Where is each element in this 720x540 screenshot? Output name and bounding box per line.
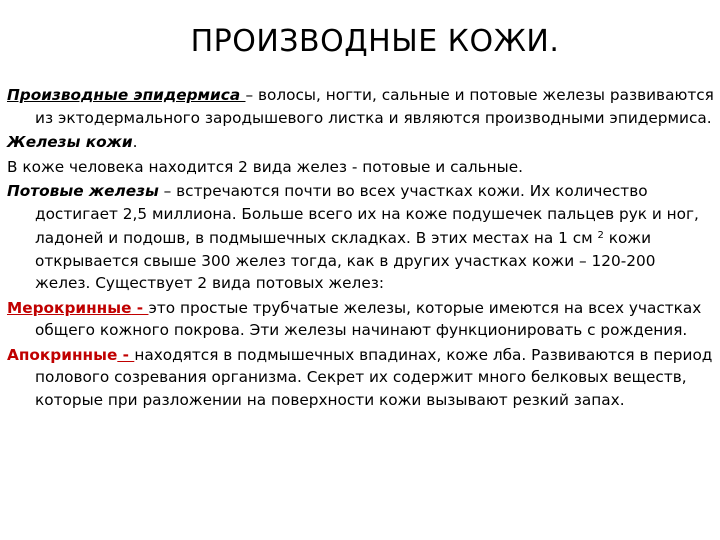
paragraph-merocrine	[7, 297, 715, 342]
term-skin-glands: Железы кожи	[7, 133, 133, 151]
term-dash: -	[117, 345, 135, 364]
paragraph-text: кожи открывается свыше 300 желез тогда, как в других участках кожи – 120-200 желез. Существует 2 вида потовых желез:	[35, 229, 656, 292]
term-dash: -	[131, 298, 149, 317]
paragraph-sweat-glands	[7, 180, 715, 295]
superscript: 2	[597, 230, 604, 241]
term-merocrine: Мерокринные	[7, 298, 132, 317]
paragraph-text: .	[132, 133, 138, 151]
term-apocrine: Апокринные	[7, 345, 118, 364]
paragraph-text: – встречаются почти во всех участках кожи. Их количество достигает 2,5 миллиона. Больше всего их на коже подушечек пальцев рук и ног, ладоней и подошв, в подмышечных складках. В этих местах на 1 см	[35, 182, 699, 247]
slide-body	[7, 84, 715, 413]
paragraph-skin-glands	[7, 131, 715, 154]
paragraph-apocrine	[7, 344, 715, 412]
paragraph-text: – волосы, ногти, сальные и потовые железы развиваются из эктодермального зародышевого листка и являются производными эпидермиса.	[35, 86, 714, 127]
page-title: ПРОИЗВОДНЫЕ КОЖИ.	[190, 24, 560, 59]
paragraph-text: это простые трубчатые железы, которые имеются на всех участках общего кожного покрова. Эти железы начинают функционировать с рождения.	[35, 298, 702, 339]
term-sweat-glands: Потовые железы	[7, 182, 159, 200]
paragraph-gland-types	[7, 156, 715, 179]
paragraph-text: находятся в подмышечных впадинах, коже лба. Развиваются в период полового созревания организма. Секрет их содержит много белковых веществ, которые при разложении на поверхности кожи вызывают резкий запах.	[35, 345, 713, 409]
term-epidermis-derivatives: Производные эпидермиса	[7, 86, 246, 104]
paragraph-text: В коже человека находится 2 вида желез - потовые и сальные.	[7, 157, 524, 176]
paragraph-epidermis-derivatives	[7, 84, 715, 129]
